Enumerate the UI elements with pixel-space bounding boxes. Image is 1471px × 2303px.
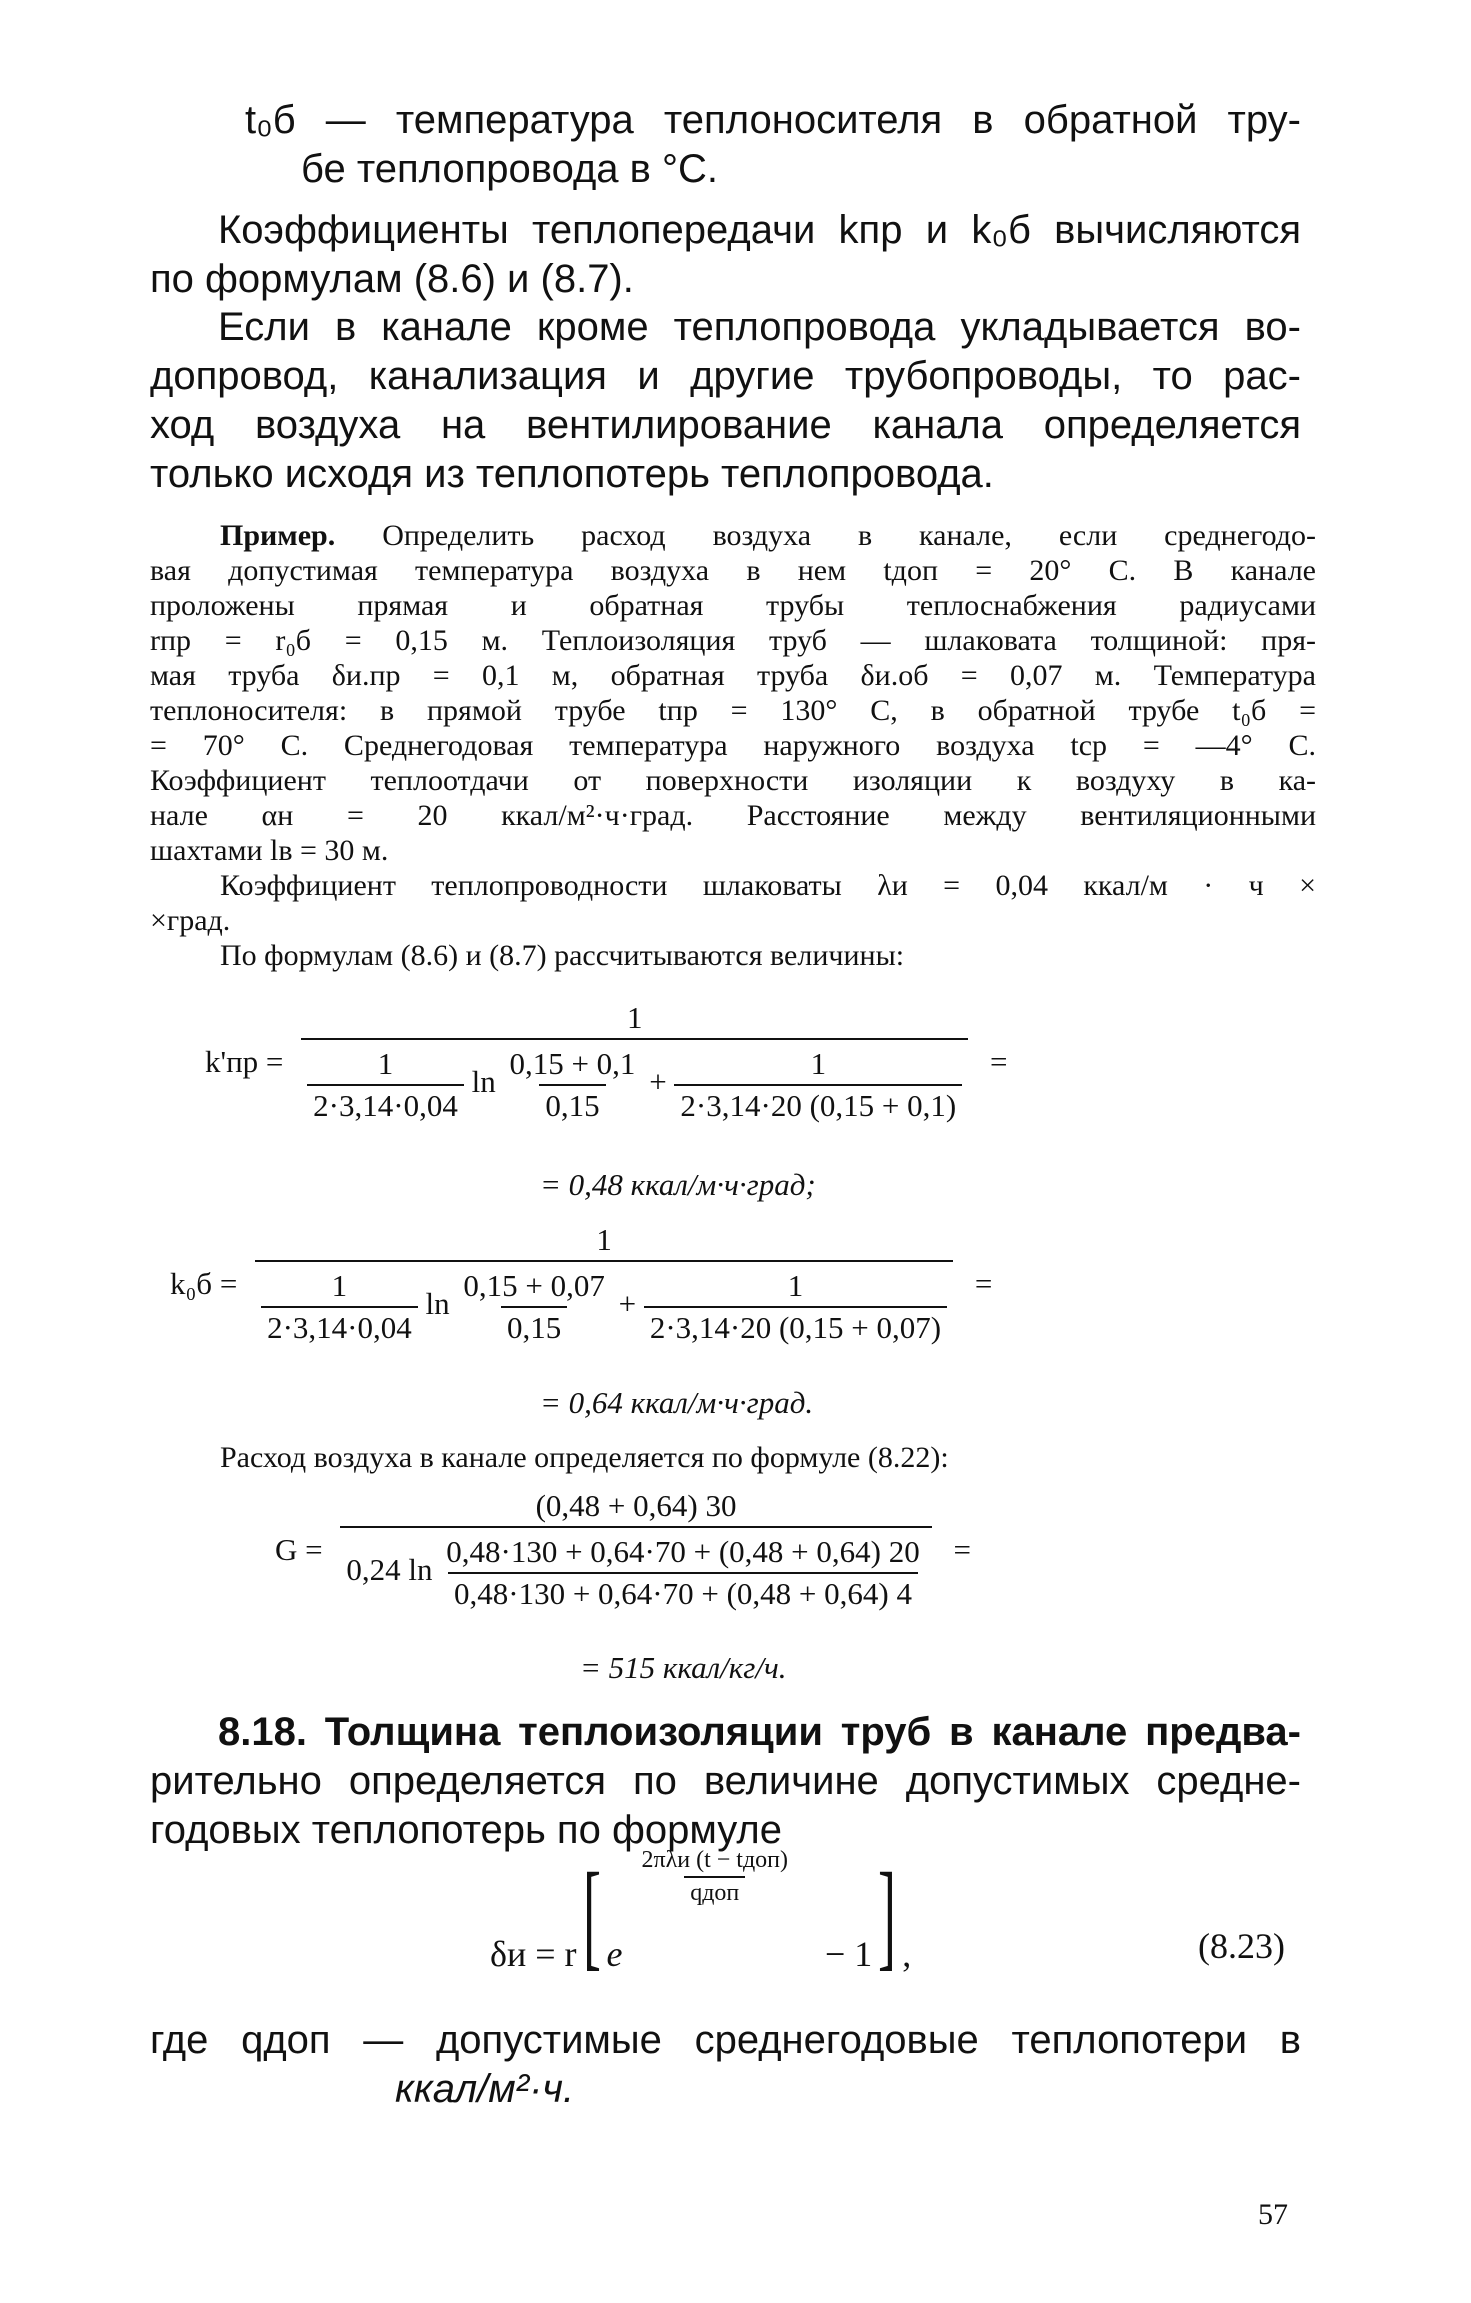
example-line-7: = 70° С. Среднегодовая температура наружного воздуха tср = —4° С. [150,729,1316,762]
intro-definition [245,96,1301,194]
example-calc-intro: По формулам (8.6) и (8.7) рассчитываются величины: [220,939,905,972]
example-line-5: мая труба δи.пр = 0,1 м, обратная труба δи.об = 0,07 м. Температура [150,659,1316,692]
para1-line-2: по формулам (8.6) и (8.7). [150,257,634,301]
k-ob-f1-den: 2·3,14·0,04 [261,1306,418,1346]
example-cond-2: ×град. [150,904,231,937]
k-ob-top: 1 [596,1222,612,1257]
eq823-minus-one: − 1 [825,1934,873,1974]
G-result: = 515 ккал/кг/ч. [580,1650,787,1685]
eq823-exp-den: qдоп [684,1876,745,1907]
section-line-1: 8.18. Толщина теплоизоляции труб в канале предва- [218,1710,1301,1754]
para1-line-1: Коэффициенты теплопередачи kпр и k₀б вычисляются [218,208,1301,252]
G-top: (0,48 + 0,64) 30 [535,1488,737,1523]
where-line-2: ккал/м²·ч. [395,2067,575,2111]
k-pr-f3-num: 1 [810,1046,827,1081]
k-ob-plus: + [618,1286,637,1322]
k-pr-plus: + [649,1064,667,1100]
k-ob-f1-num: 1 [331,1268,348,1303]
example-block [150,518,1316,973]
para2-line-2: допровод, канализация и другие трубопроводы, то рас- [150,354,1301,398]
example-line-10: шахтами lв = 30 м. [150,834,389,867]
k-pr-f1-den: 2·3,14·0,04 [307,1084,464,1124]
intro-line-2: бе теплопровода в °С. [301,147,719,191]
flow-intro: Расход воздуха в канале определяется по формуле (8.22): [220,1441,949,1474]
section-line-3: годовых теплопотерь по формуле [150,1808,783,1852]
example-line-3: проложены прямая и обратная трубы теплоснабжения радиусами [150,589,1316,622]
k-pr-f2-num: 0,15 + 0,1 [509,1046,636,1081]
G-lhs: G = [275,1532,323,1567]
para2-line-3: ход воздуха на вентилирование канала определяется [150,403,1301,447]
example-line-2: вая допустимая температура воздуха в нем tдоп = 20° С. В канале [150,554,1316,587]
equation-number-8-23: (8.23) [1198,1926,1285,1966]
eq823-bracket-right: ] [878,1848,897,1981]
k-pr-ln: ln [471,1064,496,1100]
equation-k-ob [170,1222,992,1346]
k-ob-result: = 0,64 ккал/м·ч·град. [540,1385,814,1420]
example-line-6: теплоносителя: в прямой трубе tпр = 130° С, в обратной трубе t₀б = [150,694,1316,727]
k-pr-top: 1 [626,1000,643,1035]
eq823-lhs: δи = r [490,1934,577,1974]
k-ob-f2-num: 0,15 + 0,07 [463,1268,605,1303]
equation-G [275,1488,971,1612]
example-lead: Пример. [220,519,336,552]
paragraph-coefficients [150,206,1301,304]
equation-k-pr [205,1000,1007,1124]
intro-line-1: t₀б — температура теплоносителя в обратной тру- [245,98,1301,142]
k-ob-f3-den: 2·3,14·20 (0,15 + 0,07) [644,1306,947,1346]
k-ob-f3-num: 1 [787,1268,804,1303]
section-8-18 [150,1708,1301,1855]
k-pr-lhs: k'пр = [205,1044,284,1079]
k-pr-f3-den: 2·3,14·20 (0,15 + 0,1) [674,1084,962,1124]
paragraph-channel [150,303,1301,499]
G-eqsign: = [953,1532,971,1567]
k-pr-f2-den: 0,15 [539,1084,605,1124]
eq823-exp-num: 2πλи (t − tдоп) [641,1847,788,1873]
k-pr-result: = 0,48 ккал/м·ч·град; [540,1167,816,1202]
where-line-1: где qдоп — допустимые среднегодовые теплопотери в [150,2018,1301,2062]
k-ob-lhs: k₀б = [170,1266,238,1301]
k-ob-ln: ln [425,1286,450,1322]
equation-8-23 [490,1847,912,1981]
eq823-bracket-left: [ [582,1848,601,1981]
G-inner-num: 0,48·130 + 0,64·70 + (0,48 + 0,64) 20 [446,1534,920,1569]
para2-line-1: Если в канале кроме теплопровода укладывается во- [218,305,1301,349]
eq823-comma: , [902,1934,912,1974]
section-line-2: рительно определяется по величине допустимых средне- [150,1759,1301,1803]
k-pr-eqsign: = [989,1044,1008,1079]
k-ob-f2-den: 0,15 [501,1306,567,1346]
where-definition [150,2016,1301,2114]
para2-line-4: только исходя из теплопотерь теплопровода. [150,452,994,496]
page-number: 57 [1258,2198,1288,2231]
example-cond-1: Коэффициент теплопроводности шлаковаты λи = 0,04 ккал/м · ч × [220,869,1316,902]
example-line-1: Определить расход воздуха в канале, если среднегодо- [382,519,1316,552]
G-inner-den: 0,48·130 + 0,64·70 + (0,48 + 0,64) 4 [448,1572,918,1612]
example-line-4: rпр = r₀б = 0,15 м. Теплоизоляция труб — шлаковата толщиной: пря- [150,624,1316,657]
example-line-9: нале αн = 20 ккал/м²·ч·град. Расстояние между вентиляционными [150,799,1316,832]
example-line-8: Коэффициент теплоотдачи от поверхности изоляции к воздуху в ка- [150,764,1316,797]
eq823-base: e [606,1934,623,1974]
k-ob-eqsign: = [974,1266,993,1301]
G-coef: 0,24 ln [346,1552,433,1588]
k-pr-f1-num: 1 [377,1046,394,1081]
